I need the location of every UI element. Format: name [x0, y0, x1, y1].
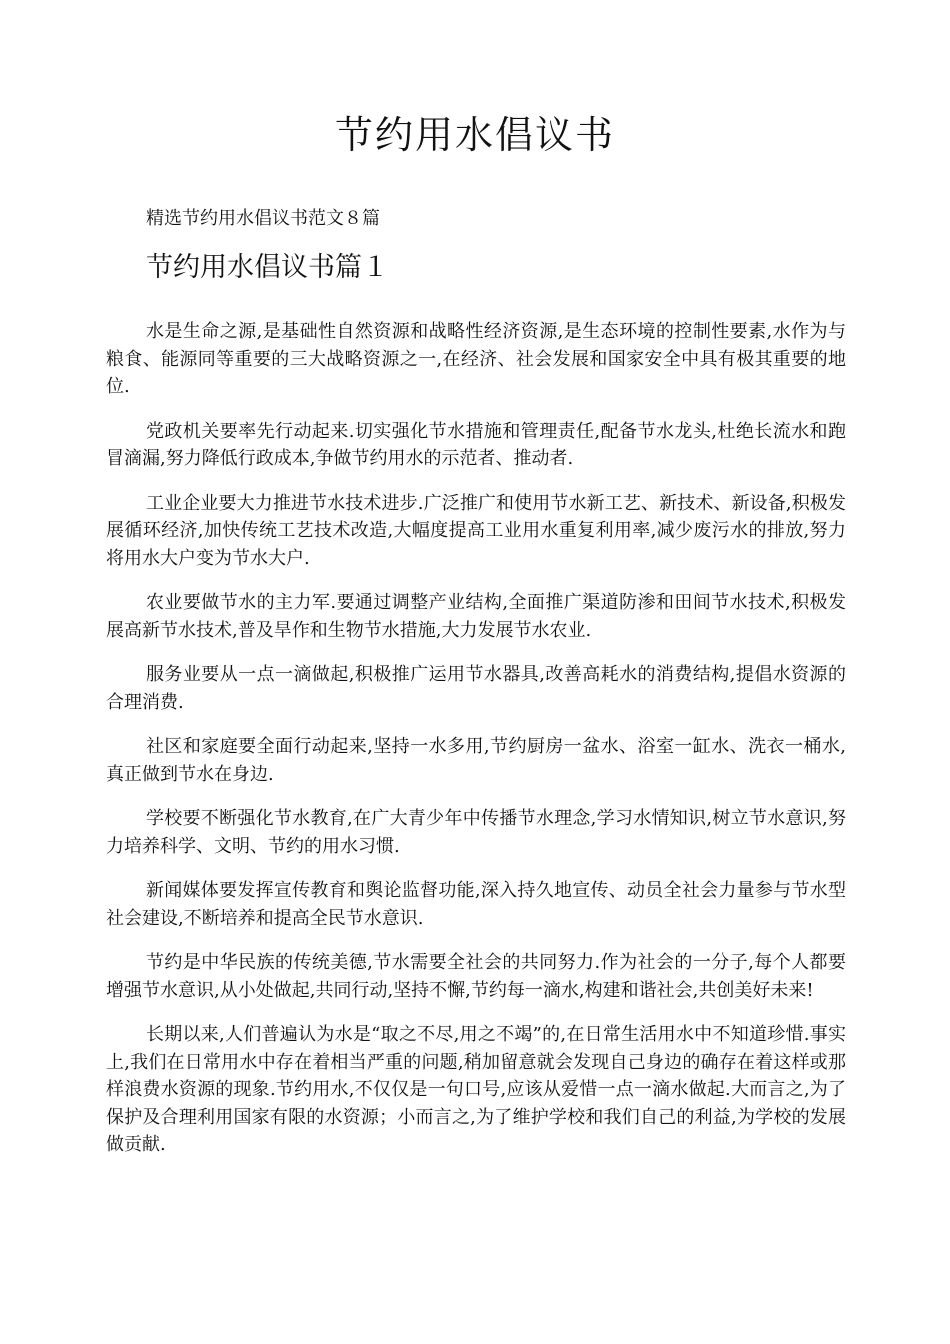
paragraph: 社区和家庭要全面行动起来,坚持一水多用,节约厨房一盆水、浴室一缸水、洗衣一桶水,真正做到节水在身边. [106, 736, 846, 785]
document-subtitle: 精选节约用水倡议书范文８篇 [146, 208, 380, 229]
paragraph: 工业企业要大力推进节水技术进步.广泛推广和使用节水新工艺、新技术、新设备,积极发展循环经济,加快传统工艺技术改造,大幅度提高工业用水重复利用率,减少废污水的排放,努力将用水大户变为节水大户. [106, 492, 846, 569]
paragraph: 长期以来,人们普遍认为水是“取之不尽,用之不竭”的,在日常生活用水中不知道珍惜.事实上,我们在日常用水中存在着相当严重的问题,稍加留意就会发现自己身边的确存在着这样或那样浪费水资源的现象.节约用水,不仅仅是一句口号,应该从爱惜一点一滴水做起.大而言之,为了保护及合理利用国家有限的水资源；小而言之,为了维护学校和我们自己的利益,为学校的发展做贡献. [106, 1024, 846, 1155]
body-text [106, 318, 846, 1176]
paragraph: 农业要做节水的主力军.要通过调整产业结构,全面推广渠道防渗和田间节水技术,积极发展高新节水技术,普及旱作和生物节水措施,大力发展节水农业. [106, 592, 846, 641]
paragraph: 节约是中华民族的传统美德,节水需要全社会的共同努力.作为社会的一分子,每个人都要增强节水意识,从小处做起,共同行动,坚持不懈,节约每一滴水,构建和谐社会,共创美好未来! [106, 952, 846, 1001]
paragraph: 学校要不断强化节水教育,在广大青少年中传播节水理念,学习水情知识,树立节水意识,努力培养科学、文明、节约的用水习惯. [106, 808, 846, 857]
paragraph: 党政机关要率先行动起来.切实强化节水措施和管理责任,配备节水龙头,杜绝长流水和跑冒滴漏,努力降低行政成本,争做节约用水的示范者、推动者. [106, 420, 846, 469]
paragraph: 服务业要从一点一滴做起,积极推广运用节水器具,改善高耗水的消费结构,提倡水资源的合理消费. [106, 664, 846, 713]
document-title: 节约用水倡议书 [334, 113, 615, 157]
paragraph: 水是生命之源,是基础性自然资源和战略性经济资源,是生态环境的控制性要素,水作为与粮食、能源同等重要的三大战略资源之一,在经济、社会发展和国家安全中具有极其重要的地位. [106, 321, 846, 397]
section-heading: 节约用水倡议书篇１ [146, 252, 389, 283]
paragraph: 新闻媒体要发挥宣传教育和舆论监督功能,深入持久地宣传、动员全社会力量参与节水型社会建设,不断培养和提高全民节水意识. [106, 880, 846, 929]
